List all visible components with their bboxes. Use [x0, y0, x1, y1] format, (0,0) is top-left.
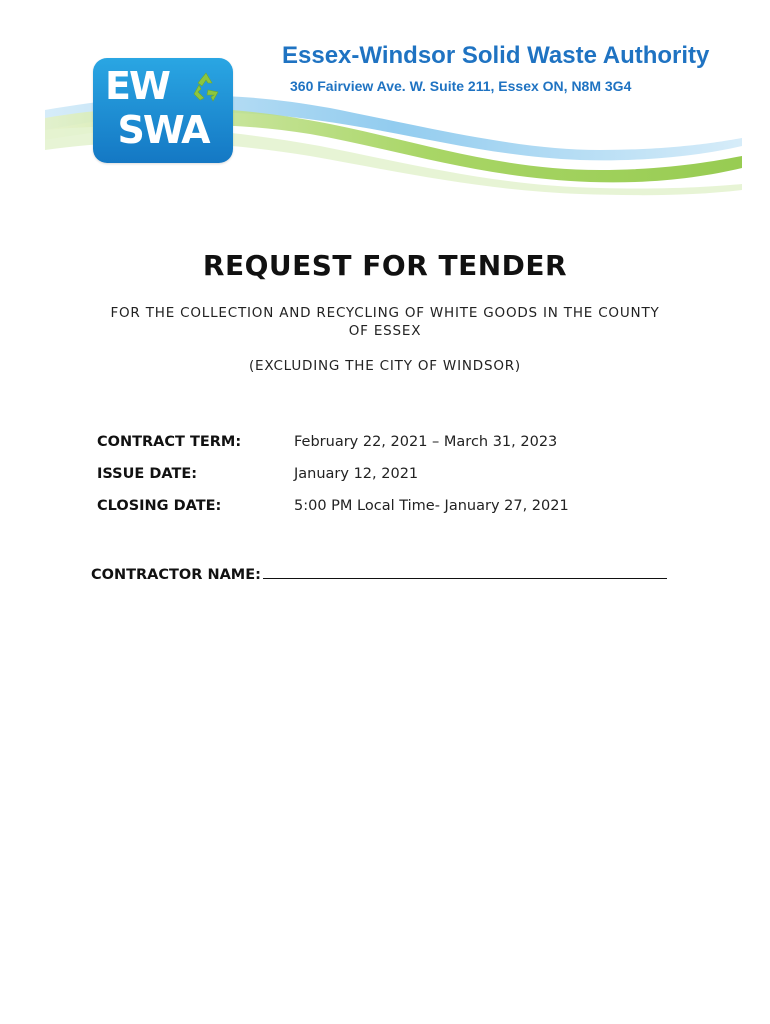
closing-date-label: CLOSING DATE:: [97, 498, 222, 514]
closing-date-value: 5:00 PM Local Time- January 27, 2021: [294, 498, 569, 514]
contractor-name-field: [91, 564, 667, 583]
contract-term-value: February 22, 2021 – March 31, 2023: [294, 434, 558, 450]
document-subtitle: FOR THE COLLECTION AND RECYCLING OF WHITE GOODS IN THE COUNTY OF ESSEX: [110, 305, 660, 339]
issue-date-label: ISSUE DATE:: [97, 466, 198, 482]
contract-term-label: CONTRACT TERM:: [97, 434, 242, 450]
logo-text-top: EW: [105, 64, 169, 108]
contractor-name-label: CONTRACTOR NAME:: [91, 567, 261, 583]
organization-name: Essex-Windsor Solid Waste Authority: [282, 42, 710, 69]
letterhead: [0, 0, 770, 210]
ewswa-logo: [93, 58, 233, 163]
document-title: REQUEST FOR TENDER: [202, 249, 568, 282]
exclusion-note: (EXCLUDING THE CITY OF WINDSOR): [248, 358, 521, 374]
logo-text-bottom: SWA: [117, 108, 209, 152]
contractor-name-blank[interactable]: [263, 564, 667, 579]
recycle-icon: [189, 70, 223, 104]
organization-address: 360 Fairview Ave. W. Suite 211, Essex ON, N8M 3G4: [290, 78, 632, 94]
issue-date-value: January 12, 2021: [294, 466, 419, 482]
